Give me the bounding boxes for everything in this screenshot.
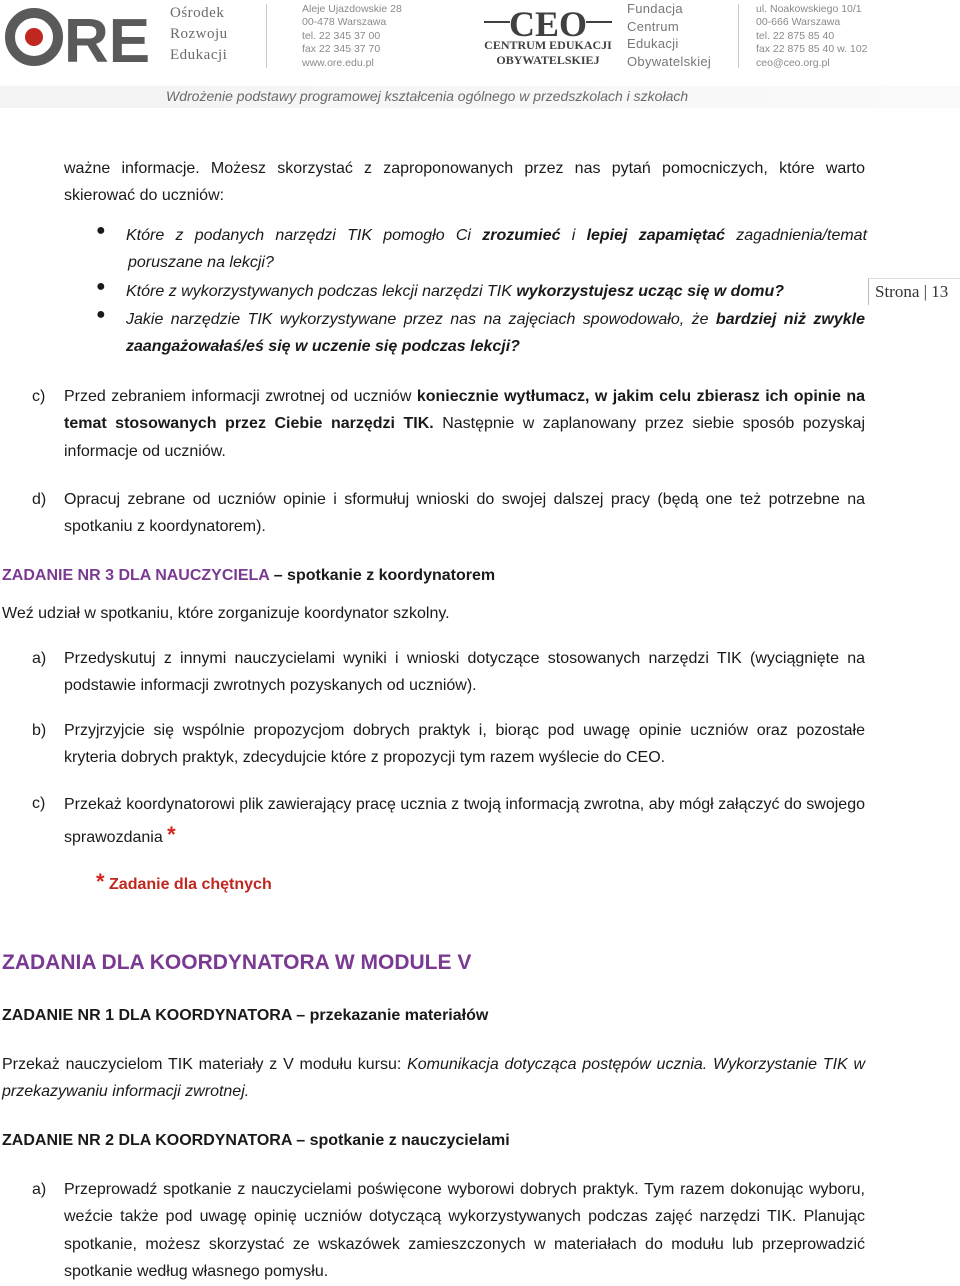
ore-logo [4,6,154,68]
ore-name: Ośrodek Rozwoju Edukacji [170,5,228,63]
ctask1-heading: ZADANIE NR 1 DLA KOORDYNATORA – przekazanie materiałów [2,1007,489,1024]
page-number-label: Strona | 13 [868,278,960,305]
header-divider [266,4,267,68]
ceo-caption: CENTRUM EDUKACJI OBYWATELSKIEJ [484,38,612,67]
foundation-address: ul. Noakowskiego 10/1 00-666 Warszawa tel. 22 875 85 40 fax 22 875 85 40 w. 102 ceo@ceo.org.pl [756,3,868,69]
task3-item-c: Przekaż koordynatorowi plik zawierający pracę ucznia z twoją informacją zwrotna, aby mógł załączyć do swojego sprawozdania * [64,796,865,847]
ctask2-heading: ZADANIE NR 2 DLA KOORDYNATORA – spotkanie z nauczycielami [2,1132,510,1149]
item-c-paragraph: Przed zebraniem informacji zwrotnej od uczniów koniecznie wytłumacz, w jakim celu zbierasz ich opinie na temat stosowanych przez Ciebie narzędzi TIK. Następnie w zaplanowany przez siebie sposób pozyskaj informacje od uczniów. [64,388,866,460]
bullet-question-3: Jakie narzędzie TIK wykorzystywane przez nas na zajęciach spowodowało, że bardziej niż zwykle zaangażowałaś/eś się w uczenie się podczas lekcji? [126,311,866,356]
task3-item-b: Przyjrzyjcie się wspólnie propozycjom dobrych praktyk i, biorąc pod uwagę opinie uczniów oraz pozostałe kryteria dobrych praktyk, zdecydujcie które z propozycji tym razem wyślecie do CEO. [64,722,865,767]
svg-text:CEO: CEO [508,4,588,44]
task3-item-a: Przedyskutuj z innymi nauczycielami wyniki i wnioski dotyczące stosowanych narzędzi TIK (wyciągnięte na podstawie informacji zwrotnych pozyskanych od uczniów). [64,650,865,695]
list-label: c) [32,388,46,405]
bullet-question-2: Które z wykorzystywanych podczas lekcji narzędzi TIK wykorzystujesz ucząc się w domu? [126,283,784,300]
header-divider [738,4,739,68]
ctask2-item-a: Przeprowadź spotkanie z nauczycielami poświęcone wyborowi dobrych praktyk. Tym razem dokonując wyboru, weźcie także pod uwagę opinię uczniów dotyczącą wykorzystywanych podczas zajęć narzędzi TIK. Planując spotkanie, możesz skorzystać ze wskazówek zamieszczonych w materiałach do modułu lub przeprowadzić spotkanie według własnego pomysłu. [64,1181,865,1281]
item-d-paragraph: Opracuj zebrane od uczniów opinie i sformułuj wnioski do swojej dalszej pracy (będą one też potrzebne na spotkaniu z koordynatorem). [64,491,865,536]
ctask1-paragraph: Przekaż nauczycielom TIK materiały z V modułu kursu: Komunikacja dotycząca postępów ucznia. Wykorzystanie TIK w przekazywaniu informacji zwrotnej. [2,1056,866,1101]
page-header [0,0,960,112]
ore-address: Aleje Ujazdowskie 28 00-478 Warszawa tel. 22 345 37 00 fax 22 345 37 70 www.ore.edu.pl [302,3,402,69]
svg-text:RE: RE [64,7,151,68]
list-label: b) [32,722,47,739]
intro-paragraph: ważne informacje. Możesz skorzystać z zaproponowanych przez nas pytań pomocniczych, które warto skierować do uczniów: [64,160,865,205]
bullet-dot: ● [96,278,106,295]
foundation-name: Fundacja Centrum Edukacji Obywatelskiej [627,1,712,69]
asterisk: * [167,822,176,847]
list-label: d) [32,491,47,508]
task3-heading: ZADANIE NR 3 DLA NAUCZYCIELA – spotkanie z koordynatorem [2,567,496,584]
optional-task-note: * Zadanie dla chętnych [96,869,272,894]
list-label: a) [32,650,47,667]
list-label: c) [32,795,46,812]
bullet-question-1: Które z podanych narzędzi TIK pomogło Ci zrozumieć i lepiej zapamiętać zagadnienia/temat poruszane na lekcji? [126,227,868,272]
bullet-dot: ● [96,306,106,323]
bullet-dot: ● [96,222,106,239]
task3-intro: Weź udział w spotkaniu, które zorganizuje koordynator szkolny. [2,605,450,622]
header-tagline: Wdrożenie podstawy programowej kształcenia ogólnego w przedszkolach i szkołach [0,86,960,108]
list-label: a) [32,1181,47,1198]
coordinator-section-heading: ZADANIA DLA KOORDYNATORA W MODULE V [2,951,472,974]
